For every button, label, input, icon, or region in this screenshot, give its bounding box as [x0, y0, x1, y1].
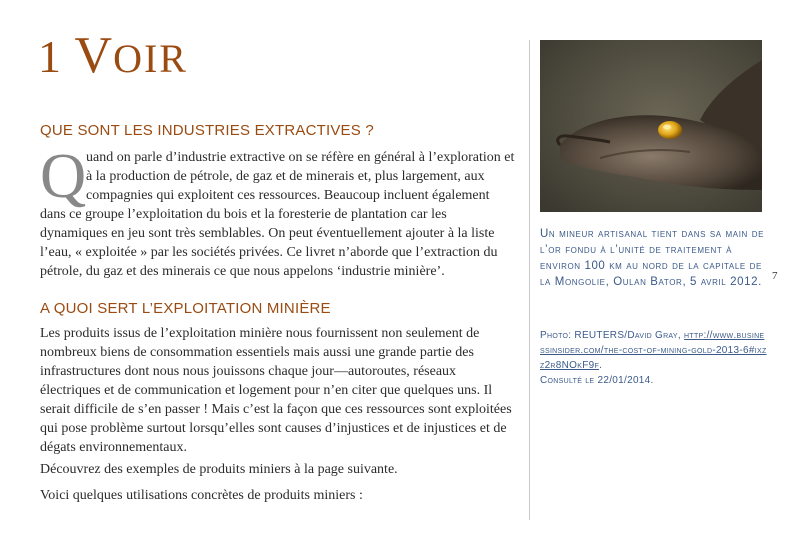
dropcap: Q: [40, 140, 87, 211]
title-number: 1: [38, 31, 62, 82]
paragraph-extractive-text: uand on parle d’industrie extractive on se réfère en général à l’exploration et à la production de pétrole, de gaz et de minerais et, plus largement, aux compagnies qui exploitent ces ressources. Beaucoup incluent également dans ce groupe l’exploitation du bois et la foresterie de plantation car les dynamiques en jeu sont très semblables. On peut éventuellement ajouter à la liste l’eau, « exploitée » par les sociétés privées. Ce livret n’aborde que l’extraction du pétrole, du gaz et des minerais ce que nous appelons ‘industrie minière’.: [40, 150, 515, 279]
credit-prefix: Photo: REUTERS/David Gray,: [540, 330, 685, 341]
page-number: 7: [772, 270, 778, 282]
photo-caption: Un mineur artisanal tient dans sa main de l’or fondu à l’unité de traitement à environ 100 km au nord de la capitale de la Mongolie, Oulan Bator, 5 avril 2012.: [540, 228, 765, 288]
section-heading-mining-use: A QUOI SERT L’EXPLOITATION MINIÈRE: [40, 300, 331, 317]
paragraph-discover: Découvrez des exemples de produits miniers à la page suivante.: [40, 462, 398, 477]
section-heading-extractive: QUE SONT LES INDUSTRIES EXTRACTIVES ?: [40, 122, 374, 139]
paragraph-extractive: [40, 140, 517, 281]
photo-credit: [540, 328, 768, 388]
photo-miner-hand-gold: [540, 40, 762, 212]
title-rest: OIR: [113, 36, 188, 81]
photo-illustration: [540, 40, 762, 212]
paragraph-uses: Voici quelques utilisations concrètes de produits miniers :: [40, 488, 363, 503]
paragraph-mining-use: Les produits issus de l’exploitation minière nous fournissent non seulement de nombreux biens de consommation essentiels mais aussi une grande partie des infrastructures dont nous nous jouissons chaque jour—autoroutes, réseaux électriques et de communication et logement pour n’en citer que quelques uns. Il serait difficile de s’en passer ! Mais c’est la façon que ces ressources sont exploitées qui pose problème surtout lorsqu’elles sont causes d’injustices et de injustices et de dégats environnementaux.: [40, 326, 512, 455]
title-first-letter: V: [74, 27, 114, 84]
column-divider: [529, 40, 530, 520]
page-title: [38, 27, 188, 84]
consulted-date: Consulté le 22/01/2014.: [540, 375, 654, 386]
credit-link[interactable]: http://www.businessinsider.com/the-cost-of-mining-gold-2013-6#ixzz2r8NOkF9f: [540, 330, 767, 371]
credit-suffix: .: [599, 360, 603, 371]
